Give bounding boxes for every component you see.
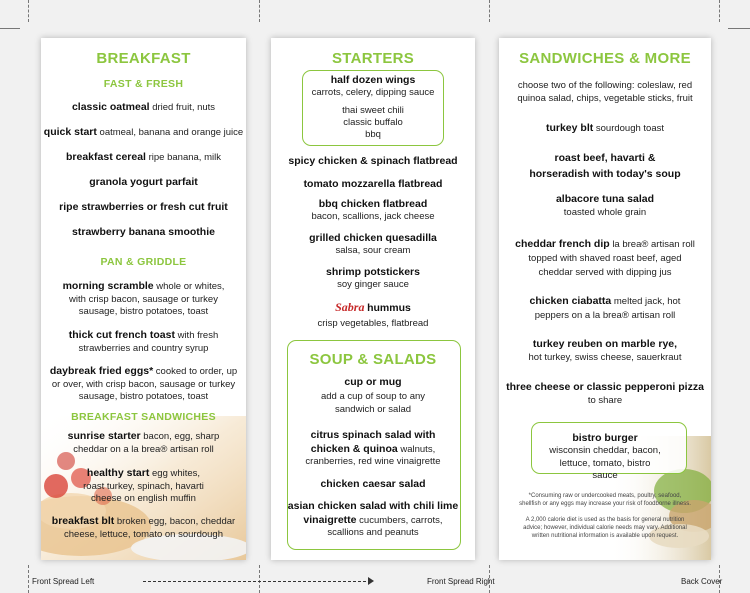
- crop-mark: [0, 28, 20, 29]
- footer-left-label: Front Spread Left: [32, 577, 95, 586]
- menu-item: classic oatmeal dried fruit, nuts: [71, 101, 216, 113]
- menu-item: roast beef, havarti & horseradish with today's soup: [529, 152, 681, 180]
- pan-griddle-title: PAN & GRIDDLE: [100, 256, 187, 268]
- item-desc: wisconsin cheddar, bacon, lettuce, tomato, bistro sauce: [549, 445, 661, 481]
- menu-item: asian chicken salad with chili lime vinaigrette cucumbers, carrots, scallions and peanuts: [287, 500, 459, 538]
- item-desc: soy ginger sauce: [337, 279, 409, 290]
- item-desc: add a cup of soup to any sandwich or salad: [320, 391, 426, 415]
- menu-item: albacore tuna salad: [555, 193, 655, 205]
- arrow-right-icon: [368, 577, 374, 585]
- menu-item: turkey reuben on marble rye,: [532, 338, 678, 350]
- menu-item: Sabra hummus: [335, 300, 411, 314]
- spread-arrow-line: [143, 581, 371, 582]
- menu-item: thick cut french toast with fresh strawberries and country syrup: [68, 329, 219, 354]
- menu-item: healthy start egg whites, roast turkey, spinach, havarti cheese on english muffin: [83, 467, 204, 504]
- menu-item: turkey blt sourdough toast: [545, 122, 665, 134]
- menu-item: spicy chicken & spinach flatbread: [288, 155, 458, 167]
- sides-intro: choose two of the following: coleslaw, red quinoa salad, chips, vegetable sticks, fruit: [517, 80, 693, 104]
- menu-item: citrus spinach salad with chicken & quinoa walnuts, cranberries, red wine vinaigrette: [305, 429, 441, 467]
- menu-item: morning scramble whole or whites, with crisp bacon, sausage or turkey sausage, bistro potatoes, toast: [62, 280, 225, 317]
- menu-item: half dozen wings: [330, 74, 416, 86]
- menu-item: grilled chicken quesadilla: [309, 232, 437, 244]
- crop-mark: [489, 0, 490, 22]
- menu-item: bbq chicken flatbread: [318, 198, 428, 210]
- item-desc: crisp vegetables, flatbread: [317, 318, 429, 329]
- fast-fresh-title: FAST & FRESH: [103, 78, 184, 90]
- crop-mark: [719, 0, 720, 22]
- menu-item: cheddar french dip la brea® artisan roll topped with shaved roast beef, aged cheddar served with dipping jus: [515, 238, 695, 278]
- menu-item: ripe strawberries or fresh cut fruit: [59, 201, 228, 213]
- sandwiches-title: SANDWICHES & MORE: [519, 50, 691, 67]
- footer-back-label: Back Cover: [681, 577, 723, 586]
- crop-mark: [728, 28, 750, 29]
- menu-item: breakfast blt broken egg, bacon, cheddar cheese, lettuce, tomato on sourdough: [51, 515, 236, 540]
- wing-flavor: thai sweet chili: [342, 105, 404, 116]
- item-desc: salsa, sour cream: [335, 245, 411, 256]
- menu-item: breakfast cereal ripe banana, milk: [66, 151, 221, 163]
- item-desc: carrots, celery, dipping sauce: [311, 87, 435, 98]
- item-desc: bacon, scallions, jack cheese: [311, 211, 435, 222]
- menu-item: sunrise starter bacon, egg, sharp cheddar on a la brea® artisan roll: [67, 430, 220, 455]
- menu-item: strawberry banana smoothie: [72, 226, 215, 238]
- menu-item: quick start oatmeal, banana and orange juice: [43, 126, 244, 138]
- wing-flavor: bbq: [365, 129, 381, 140]
- item-desc: toasted whole grain: [563, 207, 647, 218]
- wing-flavor: classic buffalo: [343, 117, 403, 128]
- menu-item: granola yogurt parfait: [89, 176, 198, 188]
- calorie-note: A 2,000 calorie diet is used as the basis for general nutrition advice; however, individual calorie needs may vary. Additional written nutritional information is available upon request.: [523, 517, 687, 539]
- breakfast-title: BREAKFAST: [96, 50, 191, 67]
- raw-food-disclaimer: *Consuming raw or undercooked meats, poultry, seafood, shellfish or any eggs may increase your risk of foodborne illness.: [519, 493, 691, 507]
- menu-item: daybreak fried eggs* cooked to order, up or over, with crisp bacon, sausage or turkey sausage, bistro potatoes, toast: [49, 365, 238, 402]
- footer-right-label: Front Spread Right: [427, 577, 495, 586]
- breakfast-panel: [41, 38, 246, 560]
- menu-item: bistro burger: [572, 432, 638, 444]
- breakfast-sandwiches-title: BREAKFAST SANDWICHES: [71, 411, 216, 423]
- menu-item: cup or mug: [344, 376, 402, 388]
- menu-item: shrimp potstickers: [326, 266, 420, 278]
- item-desc: to share: [587, 395, 623, 406]
- crop-mark: [259, 0, 260, 22]
- soup-salads-title: SOUP & SALADS: [309, 351, 437, 368]
- sandwiches-panel: [499, 38, 711, 560]
- crop-mark: [28, 0, 29, 22]
- sabra-logo: Sabra: [335, 300, 365, 314]
- starters-title: STARTERS: [331, 50, 415, 67]
- menu-item: chicken ciabatta melted jack, hot peppers on a la brea® artisan roll: [529, 295, 681, 321]
- item-desc: hot turkey, swiss cheese, sauerkraut: [528, 352, 682, 363]
- menu-item: three cheese or classic pepperoni pizza: [506, 381, 704, 393]
- menu-item: chicken caesar salad: [320, 478, 426, 490]
- crop-mark: [28, 565, 29, 593]
- menu-item: tomato mozzarella flatbread: [303, 178, 443, 190]
- crop-mark: [259, 565, 260, 593]
- starters-panel: [271, 38, 475, 560]
